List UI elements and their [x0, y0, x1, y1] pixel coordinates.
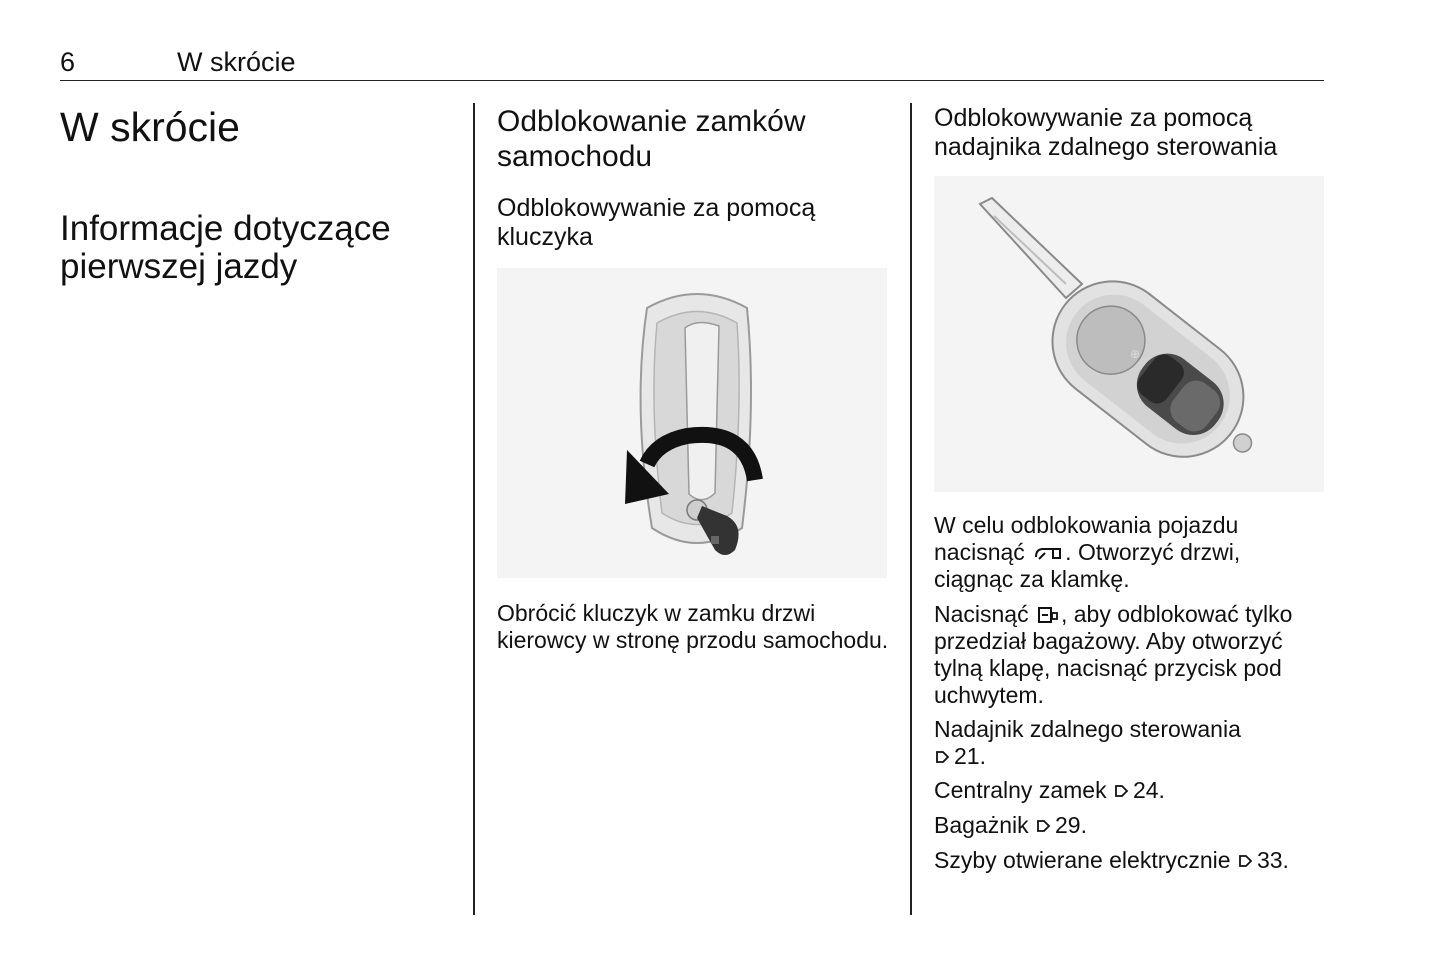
tailgate-unlock-text-b: , aby odblokować tylko przedział bagażowy. Aby otworzyć tylną klapę, nacisnąć przycisk pod uchwytem. [934, 601, 1293, 708]
tailgate-unlock-text-a: Nacisnąć [934, 601, 1035, 627]
key-unlock-instruction: Obrócić kluczyk w zamku drzwi kierowcy w stronę przodu samochodu. [497, 600, 889, 653]
svg-text:⊕: ⊕ [1130, 347, 1141, 361]
page-header [60, 46, 1324, 81]
chapter-title: W skrócie [60, 104, 240, 150]
door-handle-key-icon [497, 268, 887, 578]
cross-ref-central-lock-label: Centralny zamek [934, 777, 1107, 803]
cross-ref-windows-page: 33. [1256, 847, 1289, 873]
tailgate-unlock-paragraph [934, 601, 1314, 709]
cross-ref-windows-label: Szyby otwierane elektrycznie [934, 847, 1231, 873]
cross-ref-central-lock[interactable] [934, 777, 1314, 804]
door-handle-figure [497, 268, 887, 578]
unlock-button-icon [1033, 543, 1063, 563]
cross-ref-trunk-label: Bagażnik [934, 812, 1029, 838]
cross-ref-remote[interactable] [934, 716, 1314, 770]
cross-ref-remote-label: Nadajnik zdalnego sterowania [934, 716, 1241, 742]
remote-unlock-text-a: W celu odblokowania pojazdu nacisnąć [934, 512, 1239, 565]
cross-ref-trunk[interactable] [934, 812, 1314, 839]
cross-ref-windows[interactable] [934, 847, 1324, 874]
remote-unlock-text-b: . Otworzyć drzwi, ciągnąc za klamkę. [934, 539, 1241, 592]
section-title-unlocking: Odblokowanie zamków samochodu [497, 105, 806, 173]
remote-key-figure [934, 176, 1324, 492]
cross-ref-remote-page: 21. [954, 743, 986, 769]
section-title-first-drive: Informacje dotyczące pierwszej jazdy [60, 209, 391, 286]
page-number: 6 [60, 47, 76, 77]
subsection-title-key-unlock: Odblokowywanie za pomocą kluczyka [497, 194, 816, 251]
subsection-title-remote-unlock: Odblokowywanie za pomocą nadajnika zdalnego sterowania [934, 104, 1278, 161]
cross-ref-trunk-page: 29. [1055, 812, 1087, 838]
column-divider-2 [910, 103, 912, 915]
remote-unlock-paragraph [934, 512, 1314, 593]
running-title: W skrócie [177, 47, 296, 77]
page-reference-icon [1035, 818, 1051, 834]
page-reference-icon [1113, 783, 1129, 799]
cross-ref-central-lock-page: 24. [1132, 777, 1165, 803]
column-divider-1 [473, 103, 475, 915]
page-reference-icon [934, 749, 950, 765]
tailgate-button-icon [1037, 605, 1059, 625]
remote-key-fob-icon [934, 176, 1324, 492]
page-reference-icon [1237, 853, 1253, 869]
